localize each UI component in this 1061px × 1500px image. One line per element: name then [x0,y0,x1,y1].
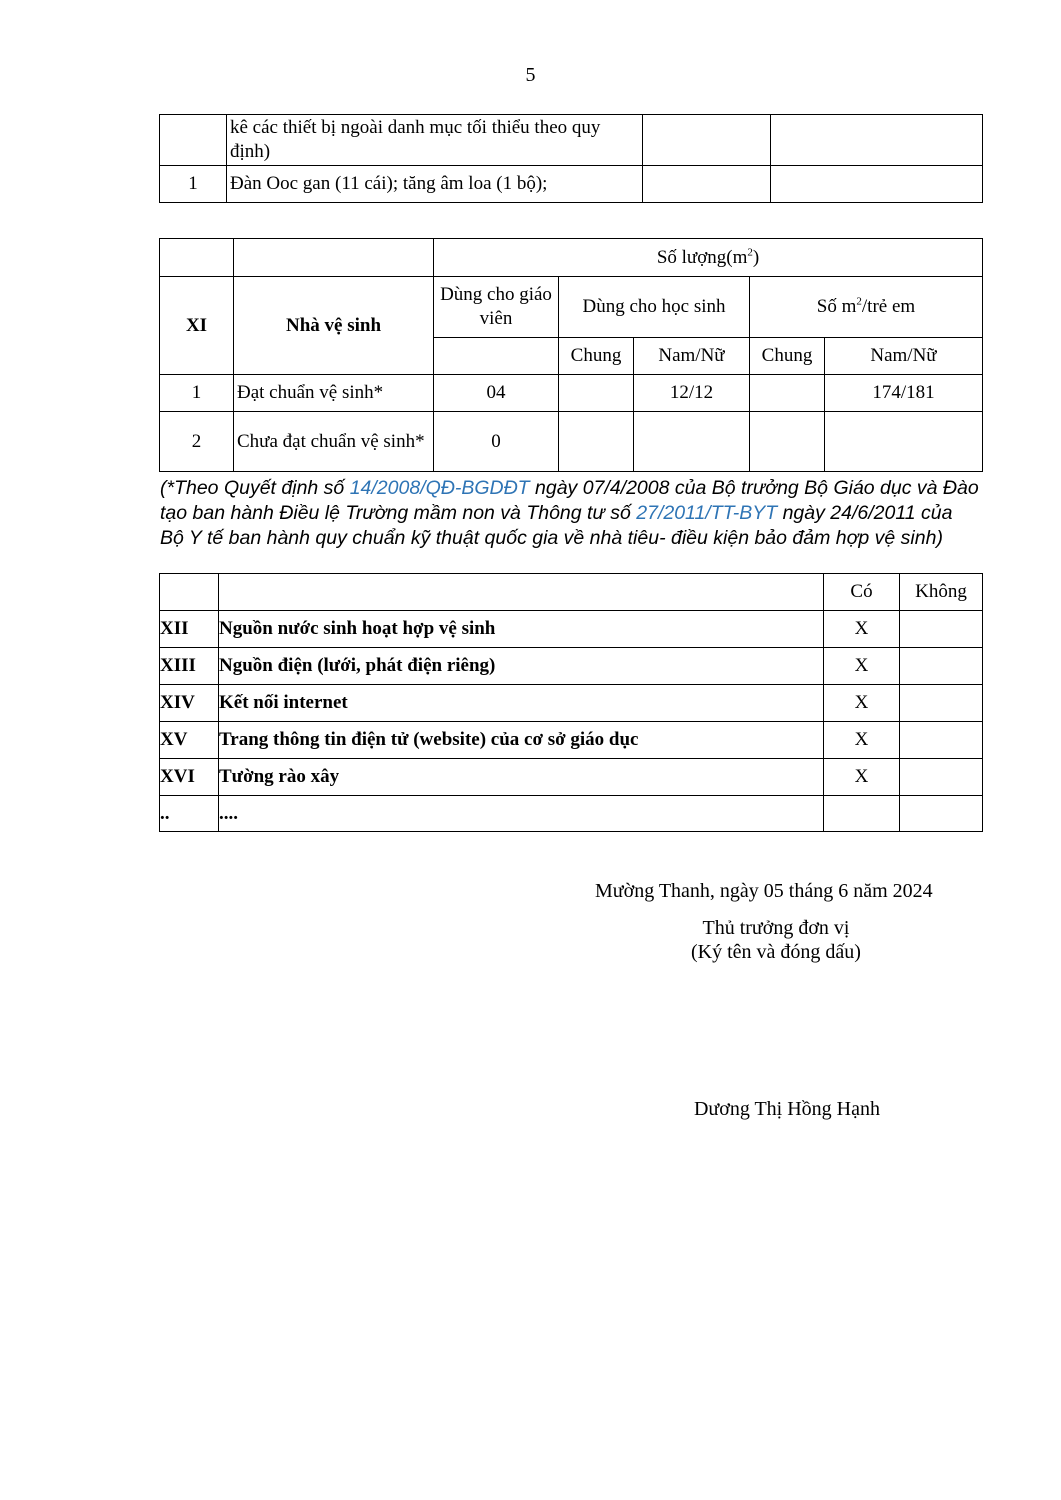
row-label: Nguồn điện (lưới, phát điện riêng) [219,648,824,685]
row-code: XIII [160,648,219,685]
teacher-value: 04 [434,375,559,412]
row-number [160,115,227,166]
table-header-row [160,277,983,338]
no-mark [900,685,983,722]
table-header-row [160,574,983,611]
chung-value [559,375,634,412]
facilities-checklist-table [159,573,983,832]
equipment-text: Đàn Ooc gan (11 cái); tăng âm loa (1 bộ); [227,166,643,203]
chung-value [559,412,634,472]
yes-mark: X [824,648,900,685]
row-label: Nguồn nước sinh hoạt hợp vệ sinh [219,611,824,648]
empty-cell [160,239,234,277]
teacher-header: Dùng cho giáo viên [434,277,559,338]
col-chung: Chung [750,338,825,375]
equipment-text: kê các thiết bị ngoài danh mục tối thiểu theo quy định) [227,115,643,166]
signer-name: Dương Thị Hồng Hạnh [693,1098,881,1120]
no-mark [900,648,983,685]
chung-value [750,412,825,472]
row-name: Đạt chuẩn vệ sinh* [234,375,434,412]
row-label: Tường rào xây [219,759,824,796]
nam-nu-value [825,412,983,472]
regulation-note [160,476,980,551]
row-code: XVI [160,759,219,796]
table-row [160,796,983,832]
empty-cell [771,166,983,203]
empty-cell [643,115,771,166]
col-chung: Chung [559,338,634,375]
empty-cell [234,239,434,277]
table-header-row [160,239,983,277]
decision-link[interactable]: 14/2008/QĐ-BGDĐT [349,477,530,499]
row-code: XV [160,722,219,759]
table-row [160,412,983,472]
table-row [160,375,983,412]
empty-cell [771,115,983,166]
note-text: ngày 07/4/2008 của Bộ trưởng Bộ Giáo dục và Đào tạo ban hành Điều lệ Trường mầm non và Thông tư số [160,477,979,524]
section-code: XI [160,277,234,375]
page-number: 5 [525,64,536,86]
empty-cell [160,574,219,611]
row-name: Chưa đạt chuẩn vệ sinh* [234,412,434,472]
circular-link[interactable]: 27/2011/TT-BYT [636,502,778,524]
table-row [160,166,983,203]
table-row [160,611,983,648]
yes-mark [824,796,900,832]
row-label: Trang thông tin điện tử (website) của cơ sở giáo dục [219,722,824,759]
col-nam-nu: Nam/Nữ [825,338,983,375]
table-row [160,648,983,685]
yes-mark: X [824,722,900,759]
place-date: Mường Thanh, ngày 05 tháng 6 năm 2024 [595,880,933,902]
nam-nu-value: 12/12 [634,375,750,412]
toilet-table [159,238,983,472]
empty-cell [434,338,559,375]
col-nam-nu: Nam/Nữ [634,338,750,375]
note-text: (*Theo Quyết định số [160,477,350,499]
student-header: Dùng cho học sinh [559,277,750,338]
col-yes: Có [824,574,900,611]
yes-mark: X [824,685,900,722]
equipment-table [159,114,983,203]
row-code: XII [160,611,219,648]
table-row [160,685,983,722]
signature-block [600,916,952,964]
row-number: 2 [160,412,234,472]
row-number: 1 [160,166,227,203]
note-text: ngày 24/6/2011 của Bộ Y tế ban hành quy chuẩn kỹ thuật quốc gia về nhà tiêu- điều kiện bảo đảm hợp vệ sinh) [160,502,953,549]
signer-title: Thủ trưởng đơn vị [702,917,850,939]
chung-value [750,375,825,412]
table-row [160,722,983,759]
teacher-value: 0 [434,412,559,472]
table-row [160,759,983,796]
no-mark [900,611,983,648]
row-code: XIV [160,685,219,722]
no-mark [900,759,983,796]
row-code: .. [160,796,219,832]
row-number: 1 [160,375,234,412]
signer-subtitle: (Ký tên và đóng dấu) [691,941,861,963]
row-label: .... [219,796,824,832]
yes-mark: X [824,759,900,796]
quantity-header: Số $lượng(m^2)$ [434,239,983,277]
area-per-child-header: Số $m^2$/trẻ em [750,277,983,338]
empty-cell [219,574,824,611]
section-title: Nhà vệ sinh [234,277,434,375]
yes-mark: X [824,611,900,648]
row-label: Kết nối internet [219,685,824,722]
nam-nu-value: 174/181 [825,375,983,412]
nam-nu-value [634,412,750,472]
no-mark [900,796,983,832]
table-row [160,115,983,166]
empty-cell [643,166,771,203]
no-mark [900,722,983,759]
col-no: Không [900,574,983,611]
